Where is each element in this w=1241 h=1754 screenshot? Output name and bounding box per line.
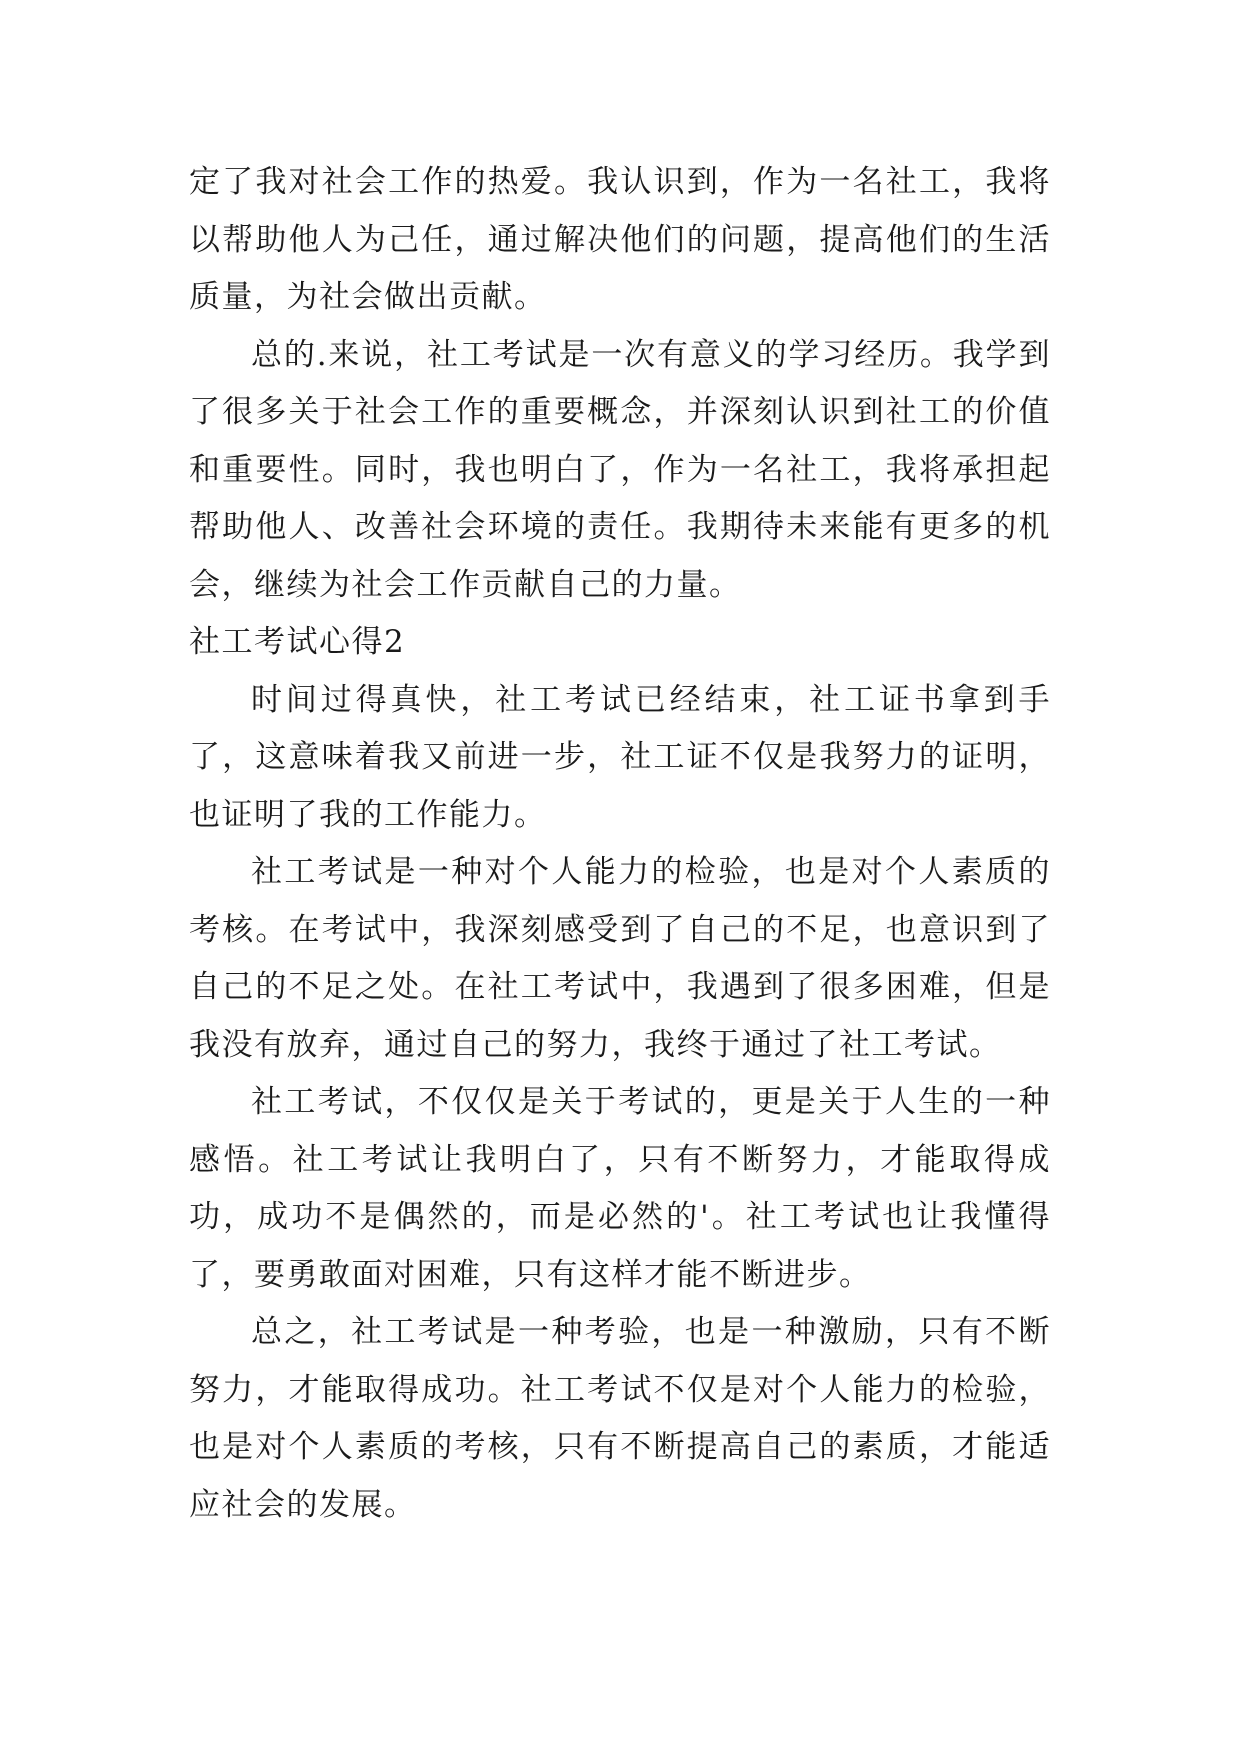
paragraph-continued: 定了我对社会工作的热爱。我认识到，作为一名社工，我将以帮助他人为己任，通过解决他们的问题，提高他们的生活质量，为社会做出贡献。: [189, 164, 1051, 315]
document-body: [189, 154, 1051, 1534]
paragraph-3: 社工考试，不仅仅是关于考试的，更是关于人生的一种感悟。社工考试让我明白了，只有不断努力，才能取得成功，成功不是偶然的，而是必然的'。社工考试也让我懂得了，要勇敢面对困难，只有这样才能不断进步。: [189, 1084, 1051, 1293]
paragraph-1: 时间过得真快，社工考试已经结束，社工证书拿到手了，这意味着我又前进一步，社工证不仅是我努力的证明，也证明了我的工作能力。: [189, 681, 1051, 833]
paragraph-2: 社工考试是一种对个人能力的检验，也是对个人素质的考核。在考试中，我深刻感受到了自己的不足，也意识到了自己的不足之处。在社工考试中，我遇到了很多困难，但是我没有放弃，通过自己的努力，我终于通过了社工考试。: [189, 854, 1051, 1063]
paragraph-4: 总之，社工考试是一种考验，也是一种激励，只有不断努力，才能取得成功。社工考试不仅是对个人能力的检验，也是对个人素质的考核，只有不断提高自己的素质，才能适应社会的发展。: [189, 1314, 1051, 1523]
section-title: 社工考试心得2: [189, 624, 406, 660]
paragraph-summary: 总的.来说，社工考试是一次有意义的学习经历。我学到了很多关于社会工作的重要概念，并深刻认识到社工的价值和重要性。同时，我也明白了，作为一名社工，我将承担起帮助他人、改善社会环境的责任。我期待未来能有更多的机会，继续为社会工作贡献自己的力量。: [189, 336, 1051, 603]
